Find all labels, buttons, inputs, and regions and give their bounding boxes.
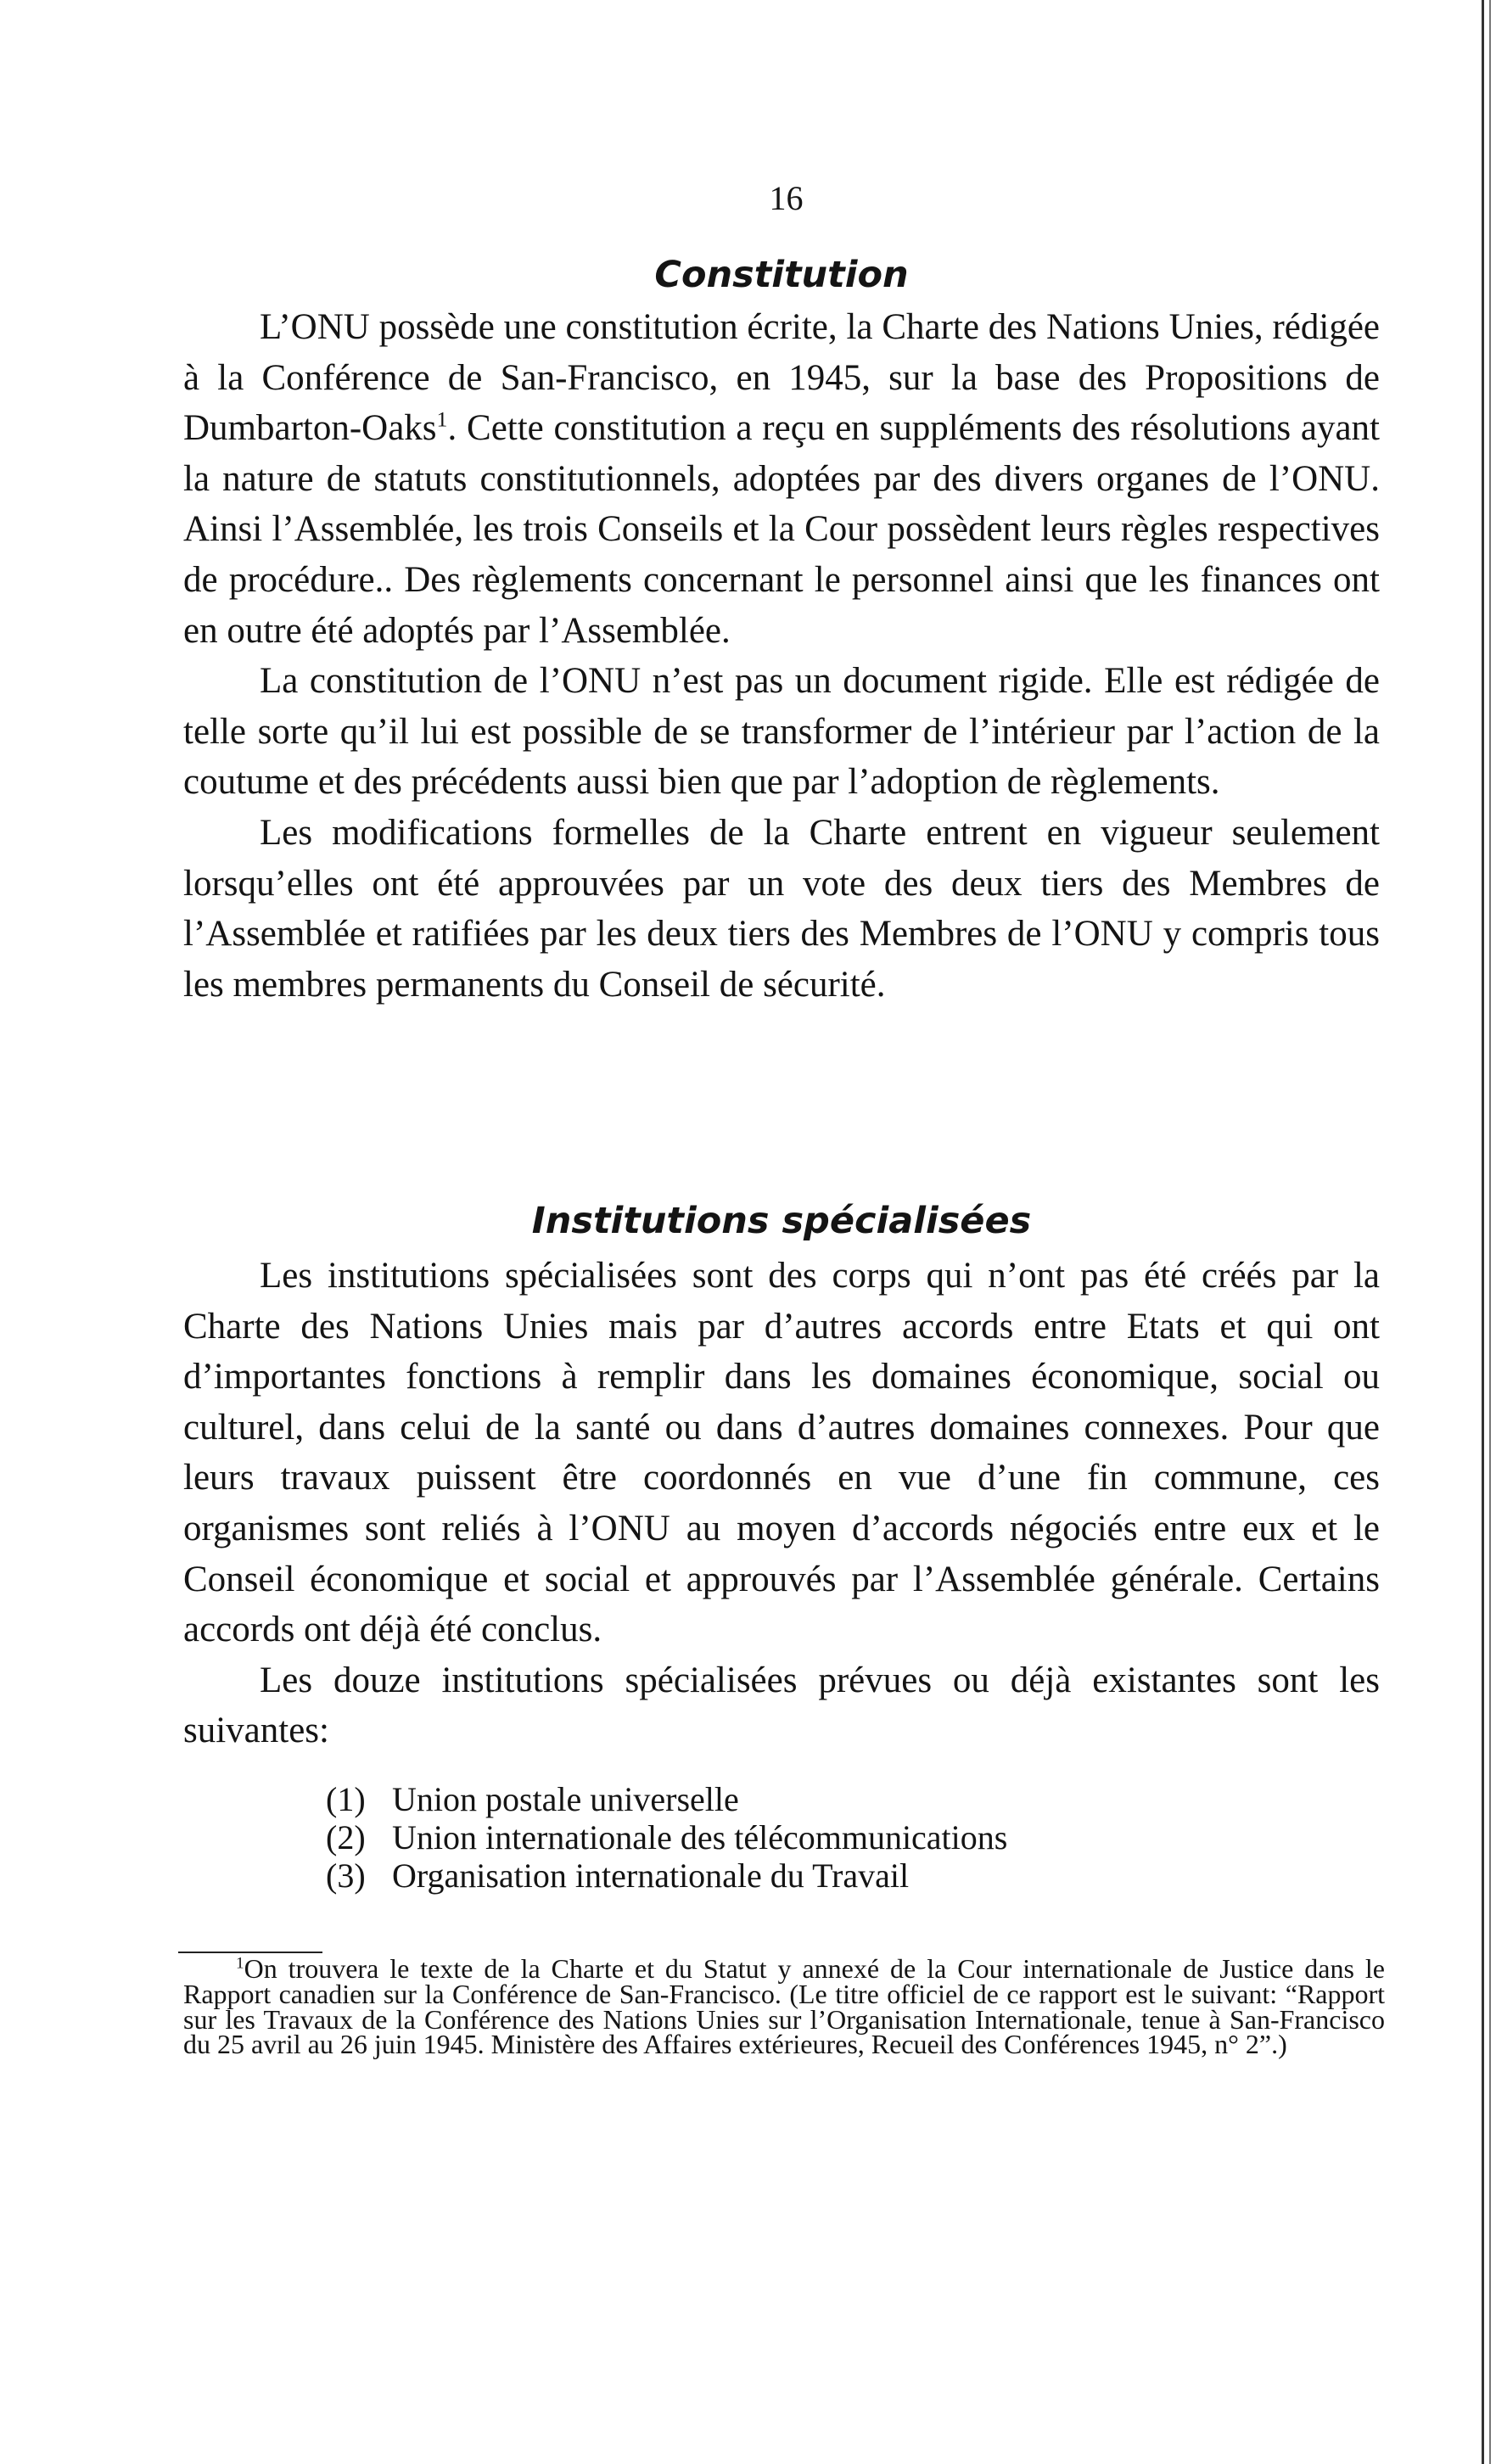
footnote-marker: 1 bbox=[236, 1954, 244, 1973]
heading-institutions: Institutions spécialisées bbox=[531, 1200, 1032, 1242]
section-institutions bbox=[183, 1191, 1380, 1756]
footnote: $^1$On trouvera le texte de la Charte et du Statut y annexé de la Cour internationale de Justice dans le Rapport canadien sur la Conférence de San-Francisco. (Le titre officiel de ce rapport est le suivant: “Rapport sur les Travaux de la Conférence des Nations Unies sur l’Organisation Internationale, tenue à San-Francisco du 25 avril au 26 juin 1945. Ministère des Affaires extérieures, Recueil des Conférences 1945, n° 2”.) bbox=[183, 1953, 1385, 2060]
page-edge bbox=[1482, 0, 1491, 2464]
page-number: 16 bbox=[769, 179, 804, 217]
list-item: (1) Union postale universelle bbox=[326, 1780, 739, 1818]
footnote-marker: 1 bbox=[436, 406, 448, 432]
paragraph: Les institutions spécialisées sont des corps qui n’ont pas été créés par la Charte des Nations Unies mais par d’autres accords entre Etats et qui ont d’importantes fonctions à remplir dans les domaines économique, social ou culturel, dans celui de la santé ou dans d’autres domaines connexes. Pour que leurs travaux puissent être coordonnés en vue d’une fin commune, ces organismes sont reliés à l’ONU au moyen d’accords négociés entre eux et le Conseil économique et social et approuvés par l’Assemblée générale. Certains accords ont déjà été conclus. bbox=[183, 1256, 1380, 1650]
heading-constitution: Constitution bbox=[654, 254, 909, 296]
section-constitution bbox=[183, 248, 1380, 1010]
list-item: (3) Organisation internationale du Travail bbox=[326, 1856, 910, 1895]
institutions-list bbox=[326, 1780, 1007, 1895]
list-item: (2) Union internationale des télécommunications bbox=[326, 1818, 1008, 1856]
paragraph: La constitution de l’ONU n’est pas un document rigide. Elle est rédigée de telle sorte qu’il lui est possible de se transformer de l’intérieur par l’action de la coutume et des précédents aussi bien que par l’adoption de règlements. bbox=[183, 661, 1380, 803]
paragraph: L’ONU possède une constitution écrite, la Charte des Nations Unies, rédigée à la Conférence de San-Francisco, en 1945, sur la base des Propositions de Dumbarton-Oaks$^1$. Cette constitution a reçu en suppléments des résolutions ayant la nature de statuts constitutionnels, adoptées par des divers organes de l’ONU. Ainsi l’Assemblée, les trois Conseils et la Cour possèdent leurs règles respectives de procédure.. Des règlements concernant le personnel ainsi que les finances ont en outre été adoptés par l’Assemblée. bbox=[183, 307, 1381, 651]
paragraph: Les douze institutions spécialisées prévues ou déjà existantes sont les suivantes: bbox=[183, 1660, 1380, 1751]
paragraph: Les modifications formelles de la Charte entrent en vigueur seulement lorsqu’elles ont été approuvées par un vote des deux tiers des Membres de l’Assemblée et ratifiées par les deux tiers des Membres de l’ONU y compris tous les membres permanents du Conseil de sécurité. bbox=[183, 812, 1380, 1005]
